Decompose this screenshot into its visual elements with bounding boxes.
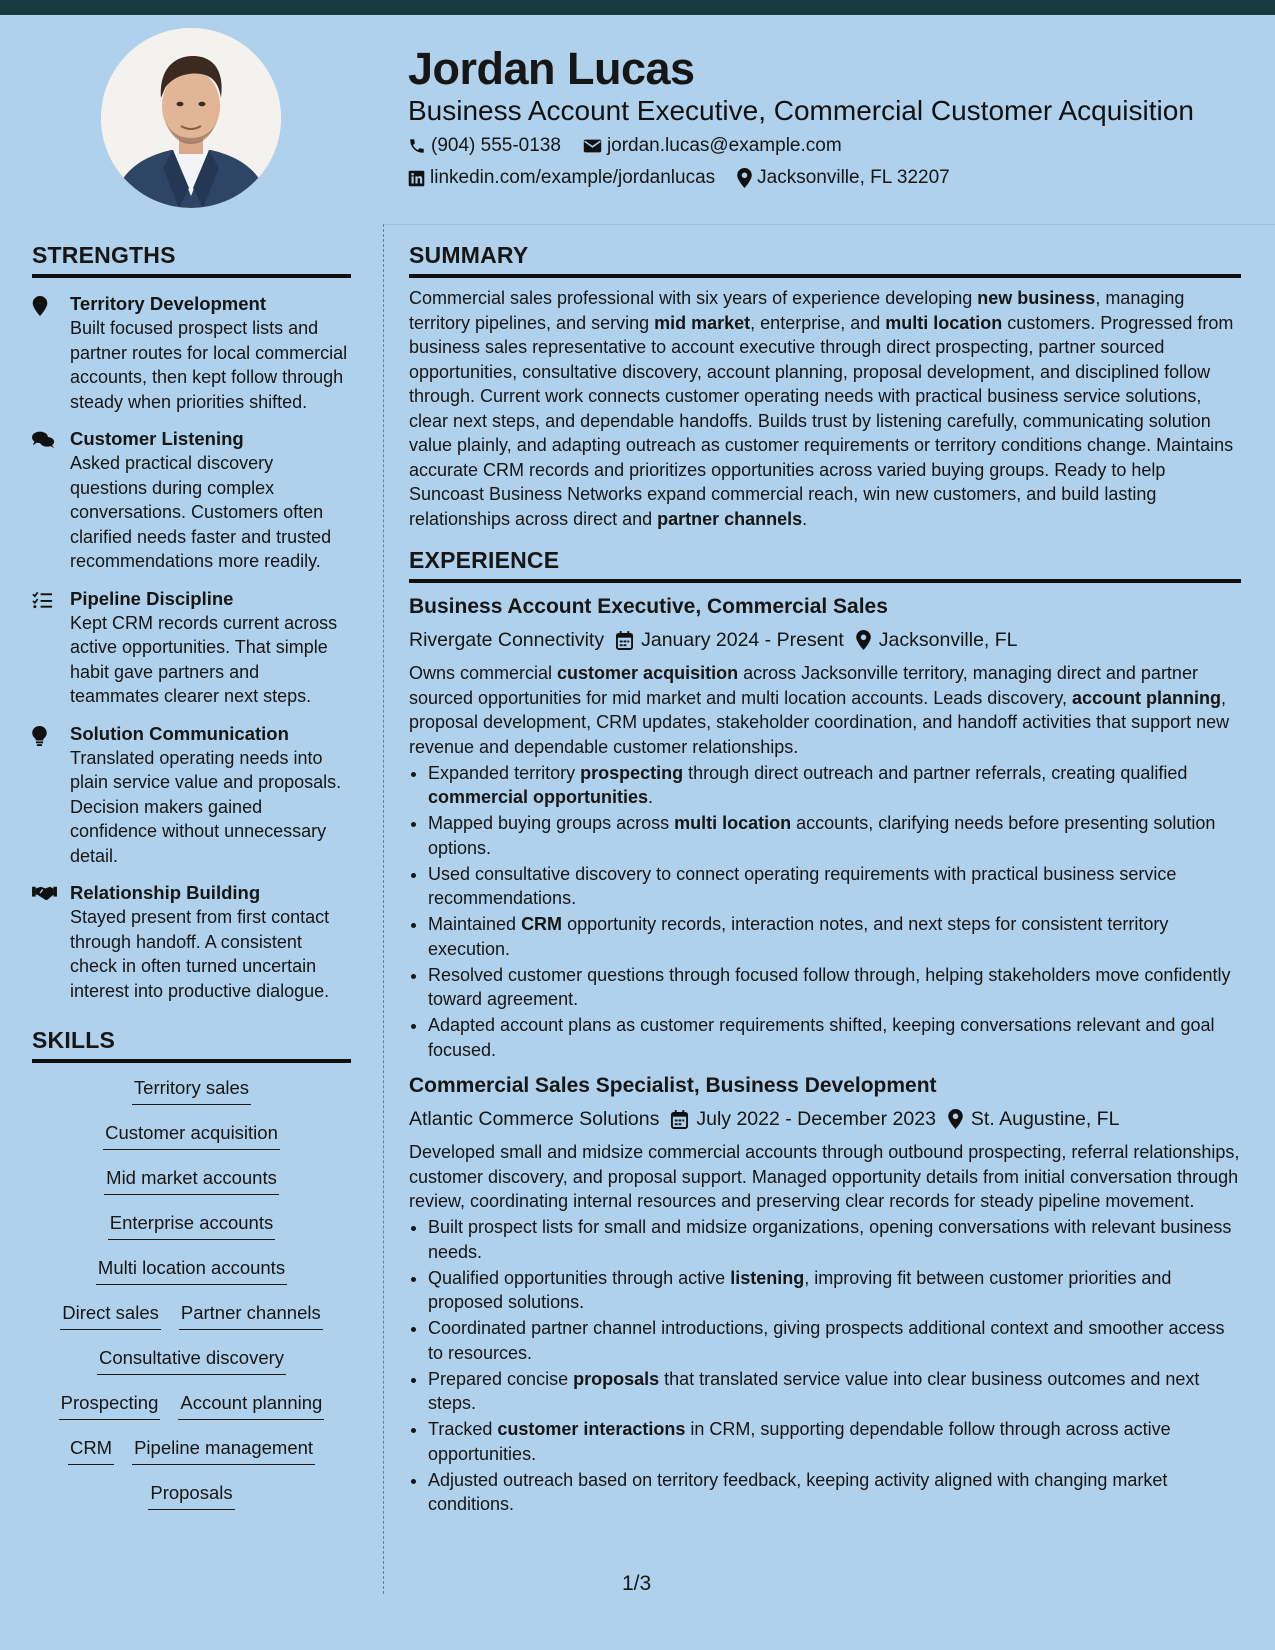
bullet-item [428,811,1241,860]
contact-row-2 [408,166,972,190]
sidebar [32,240,351,1525]
phone-icon [408,137,426,155]
strength-text: Built focused prospect lists and partner routes for local commercial accounts, then kept follow through steady when priorities shifted. [70,318,348,412]
skill-tag: Territory sales [132,1075,251,1105]
strength-item [32,722,351,869]
linkedin-icon [408,170,425,187]
candidate-name: Jordan Lucas [408,43,695,94]
strength-title: Solution Communication [70,722,289,744]
job-dates: January 2024 - Present [641,629,844,651]
map-pin-icon [32,296,48,316]
text-run: opportunity records, interaction notes, and next steps for consistent territory execution. [428,914,1169,959]
calendar-icon [671,1110,688,1129]
skill-tag: CRM [68,1435,114,1465]
profile-photo [101,28,281,208]
skill-tag: Enterprise accounts [108,1210,276,1240]
bullet-item [428,1417,1241,1466]
phone-contact[interactable] [408,134,561,158]
skill-tag: Partner channels [179,1300,323,1330]
job-location: Jacksonville, FL [878,629,1018,651]
job-location: St. Augustine, FL [970,1108,1120,1130]
job-bullets [409,761,1241,1063]
top-accent-bar [0,0,1275,15]
summary-text [409,286,1241,531]
skill-row [148,1480,234,1525]
candidate-role: Business Account Executive, Commercial Customer Acquisition [408,95,1194,126]
location-pin-icon [948,1109,963,1129]
strength-item [32,292,351,414]
strength-title: Customer Listening [70,428,244,449]
email-text: jordan.lucas@example.com [606,135,842,156]
highlighted-keyword: mid market [654,312,751,333]
highlighted-keyword: proposals [573,1368,660,1389]
bullet-item [428,1468,1241,1517]
map-marker-icon [737,168,752,188]
skill-tag: Proposals [148,1480,234,1510]
skill-row [59,1390,325,1435]
text-run: , managing territory pipelines, and serving [409,288,1185,333]
text-run: Tracked [428,1419,498,1439]
text-run: customers. Progressed from business sales representative to account executive through direct prospecting, partner sourced opportunities, consultative discovery, account planning, proposal development, and disciplined follow through. Current work connects customer operating needs with practical business service solutions, clear next steps, and dependable handoffs. Builds trust by listening carefully, communicating solution value plainly, and adapting outreach as customer requirements or territory conditions change. Maintains accurate CRM records and prioritizes opportunities across varied buying groups. Ready to help Suncoast Business Networks expand commercial reach, win new customers, and build lasting relationships across direct and [409,312,1234,529]
location-pin-icon [856,630,871,650]
skill-tag: Multi location accounts [96,1255,287,1285]
contact-row-1 [408,134,864,158]
handshake-icon [32,885,57,901]
job-description [409,661,1241,759]
strength-text: Kept CRM records current across active opportunities. That simple habit gave partners and teammates clearer next steps. [70,612,338,706]
text-run: Commercial sales professional with six years of experience developing [409,288,978,308]
skill-tag: Pipeline management [132,1435,315,1465]
bullet-item [428,1367,1241,1416]
text-run: Adapted account plans as customer requirements shifted, keeping conversations relevant and goal focused. [428,1015,1215,1060]
job-meta [409,1106,1241,1132]
skill-tag: Mid market accounts [104,1165,279,1195]
skill-tag: Customer acquisition [103,1120,280,1150]
skill-row [96,1255,287,1300]
lightbulb-icon [32,726,47,746]
strength-item [32,881,351,1003]
bullet-item [428,963,1241,1012]
job-dates: July 2022 - December 2023 [696,1108,936,1130]
skill-row [60,1300,323,1345]
highlighted-keyword: prospecting [580,762,684,783]
highlighted-keyword: commercial opportunities [428,787,649,807]
company-name: Rivergate Connectivity [409,629,605,651]
skill-row [104,1165,279,1210]
text-run: Adjusted outreach based on territory feedback, keeping activity aligned with changing market conditions. [428,1469,1168,1514]
location-contact [737,166,950,190]
strength-item [32,427,351,574]
summary-heading: SUMMARY [409,240,1241,278]
text-run: Resolved customer questions through focused follow through, helping stakeholders move confidently toward agreement. [428,964,1231,1009]
strength-text: Stayed present from first contact through handoff. A consistent check in often turned uncertain interest into productive dialogue. [70,907,330,1001]
highlighted-keyword: listening [730,1267,805,1288]
bullet-item [428,1266,1241,1315]
skill-row [97,1345,286,1390]
bullet-item [428,1215,1241,1264]
experience-heading: EXPERIENCE [409,545,1241,583]
experience-list [409,593,1241,1517]
checklist-icon [32,591,53,609]
envelope-icon [583,138,602,154]
job-entry [409,593,1241,1062]
chat-bubbles-icon [32,431,55,449]
highlighted-keyword: multi location [885,312,1003,333]
strength-text: Asked practical discovery questions during complex conversations. Customers often clarified needs faster and trusted recommendations more readily. [70,453,332,571]
skill-tag: Account planning [178,1390,324,1420]
highlighted-keyword: partner channels [657,508,803,529]
job-description [409,1140,1241,1214]
text-run: Expanded territory [428,762,581,783]
highlighted-keyword: customer acquisition [557,663,739,683]
text-run: Used consultative discovery to connect operating requirements with practical business service recommendations. [428,863,1177,908]
highlighted-keyword: customer interactions [497,1419,686,1439]
email-contact[interactable] [583,134,842,158]
main-content [409,240,1241,1517]
column-divider [383,224,384,1594]
text-run: Qualified opportunities through active [428,1267,731,1288]
skill-tag: Consultative discovery [97,1345,286,1375]
text-run: , proposal development, CRM updates, stakeholder coordination, and handoff activities that support new revenue and dependable customer relationships. [409,687,1230,757]
text-run: . [802,508,808,529]
strength-title: Pipeline Discipline [70,587,234,609]
text-run: Developed small and midsize commercial accounts through outbound prospecting, referral relationships, customer discovery, and proposal support. Managed opportunity details from initial conversation through review, coordinating internal resources and preserving clear records for steady pipeline movement. [409,1142,1240,1211]
bullet-item [428,1013,1241,1062]
header-divider [384,224,1275,225]
bullet-item [428,1316,1241,1365]
skills-list [32,1075,351,1525]
text-run: in CRM, supporting dependable follow through across active opportunities. [428,1419,1171,1464]
linkedin-text: linkedin.com/example/jordanlucas [430,167,716,188]
skill-row [132,1075,251,1120]
strengths-heading: STRENGTHS [32,240,351,278]
company-name: Atlantic Commerce Solutions [409,1108,660,1130]
text-run: Built prospect lists for small and midsize organizations, opening conversations with relevant business needs. [428,1217,1232,1262]
text-run: through direct outreach and partner referrals, creating qualified [683,762,1188,783]
text-run: Prepared concise [428,1368,574,1389]
job-bullets [409,1215,1241,1517]
linkedin-contact[interactable] [408,166,715,190]
text-run: , improving fit between customer priorities and proposed solutions. [428,1267,1172,1312]
text-run: , enterprise, and [750,312,886,333]
highlighted-keyword: new business [977,288,1096,308]
text-run: Maintained [428,914,522,934]
job-title: Business Account Executive, Commercial Sales [409,595,888,618]
text-run: that translated service value into clear business outcomes and next steps. [428,1368,1200,1413]
text-run: accounts, clarifying needs before presenting solution options. [428,813,1216,858]
job-entry [409,1072,1241,1517]
text-run: across Jacksonville territory, managing direct and partner sourced opportunities for mid market and multi location accounts. Leads discovery, [409,663,1198,708]
text-run: Owns commercial [409,663,558,683]
calendar-icon [616,631,633,650]
skill-tag: Prospecting [59,1390,161,1420]
phone-text: (904) 555-0138 [431,135,561,156]
skill-tag: Direct sales [60,1300,161,1330]
text-run: Mapped buying groups across [428,813,675,833]
job-meta [409,627,1241,653]
job-title: Commercial Sales Specialist, Business Development [409,1074,937,1097]
strength-item [32,587,351,709]
strength-title: Territory Development [70,293,267,314]
location-text: Jacksonville, FL 32207 [757,167,950,188]
highlighted-keyword: multi location [674,813,792,833]
skill-row [68,1435,315,1480]
strength-text: Translated operating needs into plain service value and proposals. Decision makers gained confidence without unnecessary detail. [70,747,342,866]
text-run: . [648,787,654,807]
skills-heading: SKILLS [32,1025,351,1063]
bullet-item [428,761,1241,810]
bullet-item [428,912,1241,961]
highlighted-keyword: CRM [521,914,563,934]
highlighted-keyword: account planning [1072,687,1222,708]
bullet-item [428,862,1241,911]
page-number: 1/3 [622,1572,652,1595]
skill-row [103,1120,280,1165]
skill-row [108,1210,276,1255]
text-run: Coordinated partner channel introductions, giving prospects additional context and smoother access to resources. [428,1318,1225,1363]
strength-title: Relationship Building [70,882,261,903]
